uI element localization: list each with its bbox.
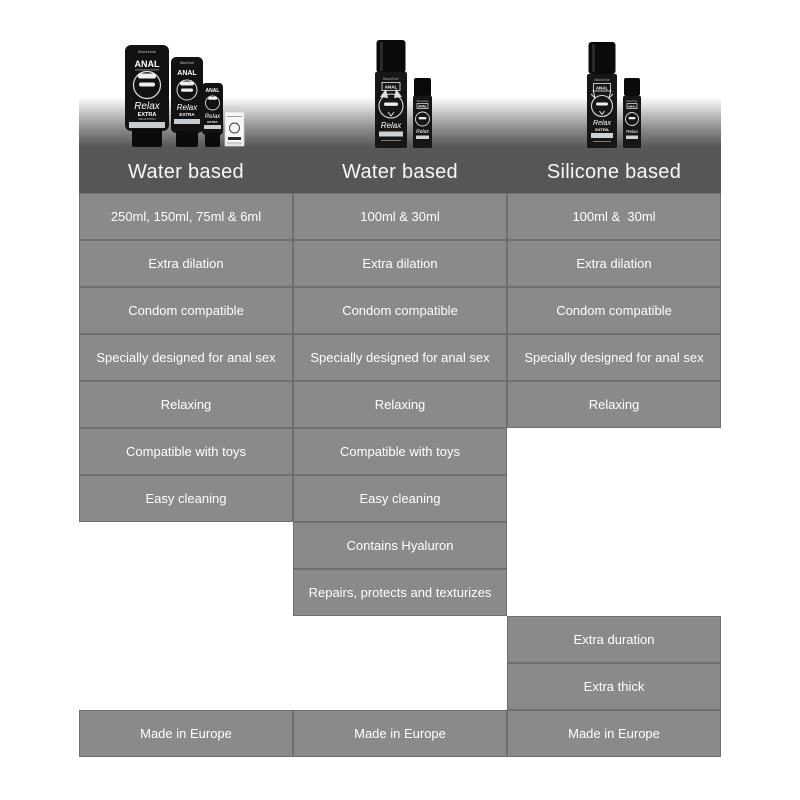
feature-cell: Specially designed for anal sex xyxy=(79,334,293,381)
product-image-water-bottles xyxy=(367,38,517,150)
product-image-water-tubes xyxy=(123,40,245,150)
tube-small xyxy=(202,83,223,147)
relax-script-text: Relax xyxy=(134,101,160,112)
feature-cell: Extra dilation xyxy=(79,240,293,287)
comparison-table xyxy=(79,193,721,757)
feature-cell: Condom compatible xyxy=(293,287,507,334)
feature-cell: Compatible with toys xyxy=(293,428,507,475)
line-text: ANAL xyxy=(627,104,637,109)
feature-cell: Extra dilation xyxy=(507,240,721,287)
feature-cell: Extra duration xyxy=(507,616,721,663)
brand-text: BlackHole xyxy=(137,49,157,54)
brand-text: BlackHole xyxy=(383,77,399,81)
product-image-silicone-bottles xyxy=(581,40,721,150)
line-text: ANAL xyxy=(205,88,220,94)
feature-cell: Contains Hyaluron xyxy=(293,522,507,569)
column-header-water-bottles: Water based xyxy=(342,161,458,183)
line-text: ANAL xyxy=(384,84,398,90)
feature-cell: Repairs, protects and texturizes xyxy=(293,569,507,616)
feature-cell: Specially designed for anal sex xyxy=(507,334,721,381)
feature-cell: Extra thick xyxy=(507,663,721,710)
line-text: ANAL xyxy=(134,59,160,69)
feature-cell: Condom compatible xyxy=(507,287,721,334)
hero-banner xyxy=(79,0,721,193)
extra-text: EXTRA xyxy=(207,120,218,124)
tube-large xyxy=(125,45,169,147)
line-text: ANAL xyxy=(418,104,427,109)
bottle-large xyxy=(587,42,617,148)
bottle-small xyxy=(623,78,641,148)
extra-text: EXTRA xyxy=(137,112,157,118)
feature-cell: Relaxing xyxy=(293,381,507,428)
bottle-small xyxy=(413,78,432,148)
tube-medium xyxy=(171,57,203,147)
column-header-silicone: Silicone based xyxy=(546,161,682,183)
brand-text: BlackHole xyxy=(626,100,638,103)
feature-cell: 100ml & 30ml xyxy=(293,193,507,240)
line-text: ANAL xyxy=(177,70,197,77)
line-text: ANAL xyxy=(595,85,609,91)
feature-cell: 100ml & 30ml xyxy=(507,193,721,240)
brand-text: BlackHole xyxy=(594,78,610,82)
feature-cell: Made in Europe xyxy=(79,710,293,757)
feature-cell: Condom compatible xyxy=(79,287,293,334)
brand-text: BlackHole xyxy=(179,61,195,65)
feature-cell: Compatible with toys xyxy=(79,428,293,475)
feature-cell: Extra dilation xyxy=(293,240,507,287)
feature-cell: Specially designed for anal sex xyxy=(293,334,507,381)
relax-script-text: Relax xyxy=(204,114,221,120)
column-headers-row xyxy=(79,161,721,184)
bottle-large xyxy=(375,40,407,148)
relax-script-text: Relax xyxy=(593,120,611,127)
feature-cell: Made in Europe xyxy=(293,710,507,757)
feature-cell: 250ml, 150ml, 75ml & 6ml xyxy=(79,193,293,240)
feature-cell: Made in Europe xyxy=(507,710,721,757)
extra-text: EXTRA xyxy=(595,127,609,132)
brand-text: BlackHole xyxy=(416,100,429,103)
relax-script-text: Relax xyxy=(626,129,638,134)
relax-script-text: Relax xyxy=(380,121,402,130)
relax-script-text: Relax xyxy=(416,129,429,135)
extra-text: EXTRA xyxy=(179,112,195,117)
relax-script-text: Relax xyxy=(176,103,198,112)
feature-cell: Easy cleaning xyxy=(79,475,293,522)
column-header-water-tubes: Water based xyxy=(128,161,244,183)
feature-cell: Easy cleaning xyxy=(293,475,507,522)
feature-cell: Relaxing xyxy=(79,381,293,428)
feature-cell: Relaxing xyxy=(507,381,721,428)
sachet xyxy=(225,112,244,146)
dilatation-text: DILATATION xyxy=(138,117,156,121)
